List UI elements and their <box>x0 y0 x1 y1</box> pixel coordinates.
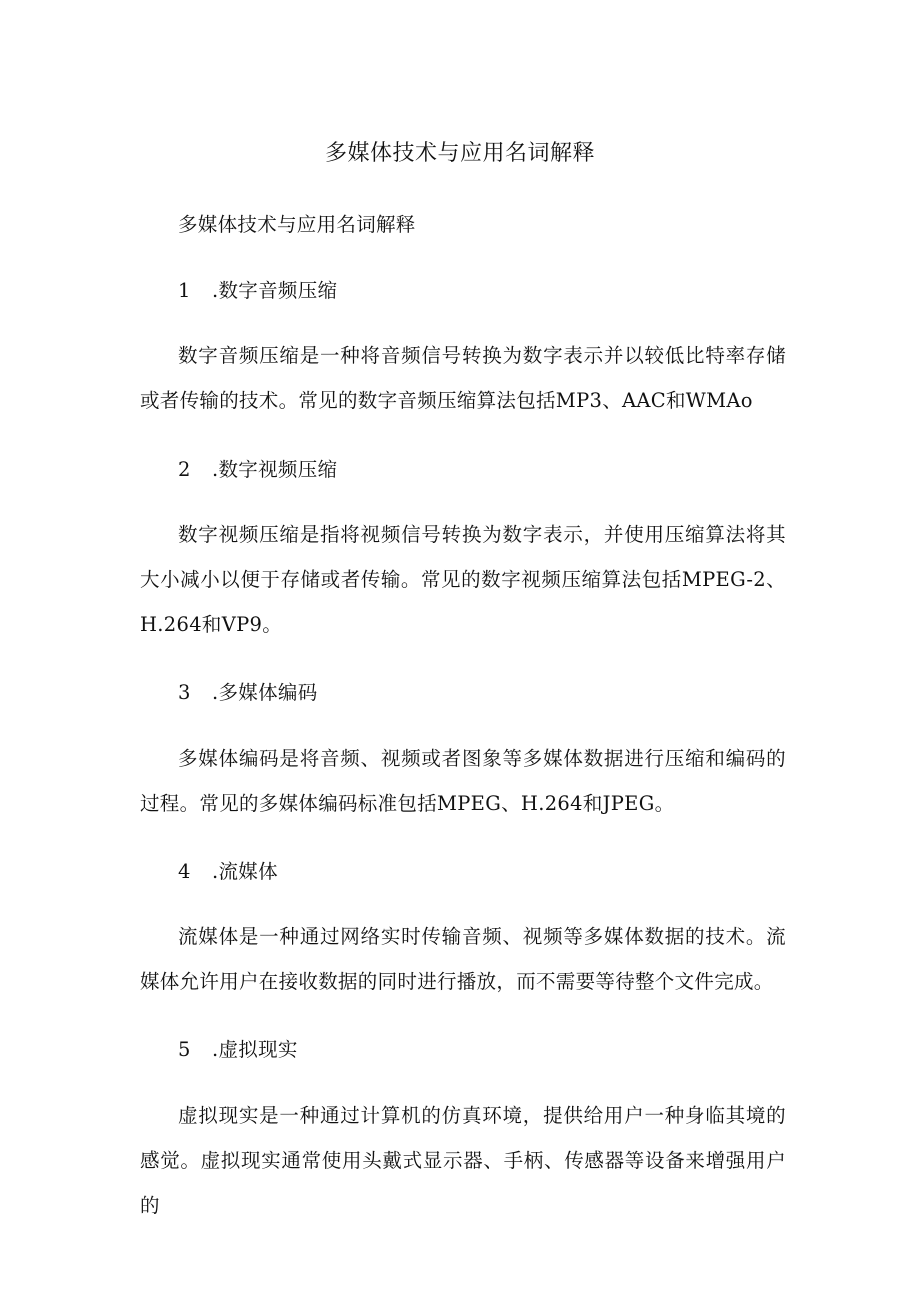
section-2-body: 数字视频压缩是指将视频信号转换为数字表示，并使用压缩算法将其大小减小以便于存储或者传输。常见的数字视频压缩算法包括MPEG-2、H.264和VP9。 <box>140 523 786 636</box>
section-3-heading <box>178 670 318 715</box>
section-4-heading <box>178 849 278 894</box>
section-5-heading <box>178 1027 298 1072</box>
subtitle-text: 多媒体技术与应用名词解释 <box>178 213 416 236</box>
section-4-number: 4 <box>178 860 191 883</box>
section-1-number: 1 <box>178 279 191 302</box>
section-1-body: 数字音频压缩是一种将音频信号转换为数字表示并以较低比特率存储或者传输的技术。常见的数字音频压缩算法包括MP3、AAC和WMAo <box>140 344 786 412</box>
section-2-number: 2 <box>178 458 191 481</box>
section-3-body: 多媒体编码是将音频、视频或者图象等多媒体数据进行压缩和编码的过程。常见的多媒体编码标准包括MPEG、H.264和JPEG。 <box>140 747 786 815</box>
page-title: 多媒体技术与应用名词解释 <box>324 141 595 166</box>
document-subtitle <box>178 202 416 247</box>
section-2-heading <box>178 447 337 492</box>
section-4-body: 流媒体是一种通过网络实时传输音频、视频等多媒体数据的技术。流媒体允许用户在接收数据的同时进行播放，而不需要等待整个文件完成。 <box>140 925 786 993</box>
section-5-heading-text: .虚拟现实 <box>212 1038 298 1061</box>
section-3-number: 3 <box>178 681 191 704</box>
section-3-heading-text: .多媒体编码 <box>212 681 318 704</box>
section-1-heading <box>178 268 337 313</box>
section-2-heading-text: .数字视频压缩 <box>212 458 338 481</box>
section-5-body: 虚拟现实是一种通过计算机的仿真环境，提供给用户一种身临其境的感觉。虚拟现实通常使用头戴式显示器、手柄、传感器等设备来增强用户的 <box>140 1104 786 1217</box>
section-5-number: 5 <box>178 1038 191 1061</box>
section-1-heading-text: .数字音频压缩 <box>212 279 338 302</box>
section-4-heading-text: .流媒体 <box>212 860 278 883</box>
